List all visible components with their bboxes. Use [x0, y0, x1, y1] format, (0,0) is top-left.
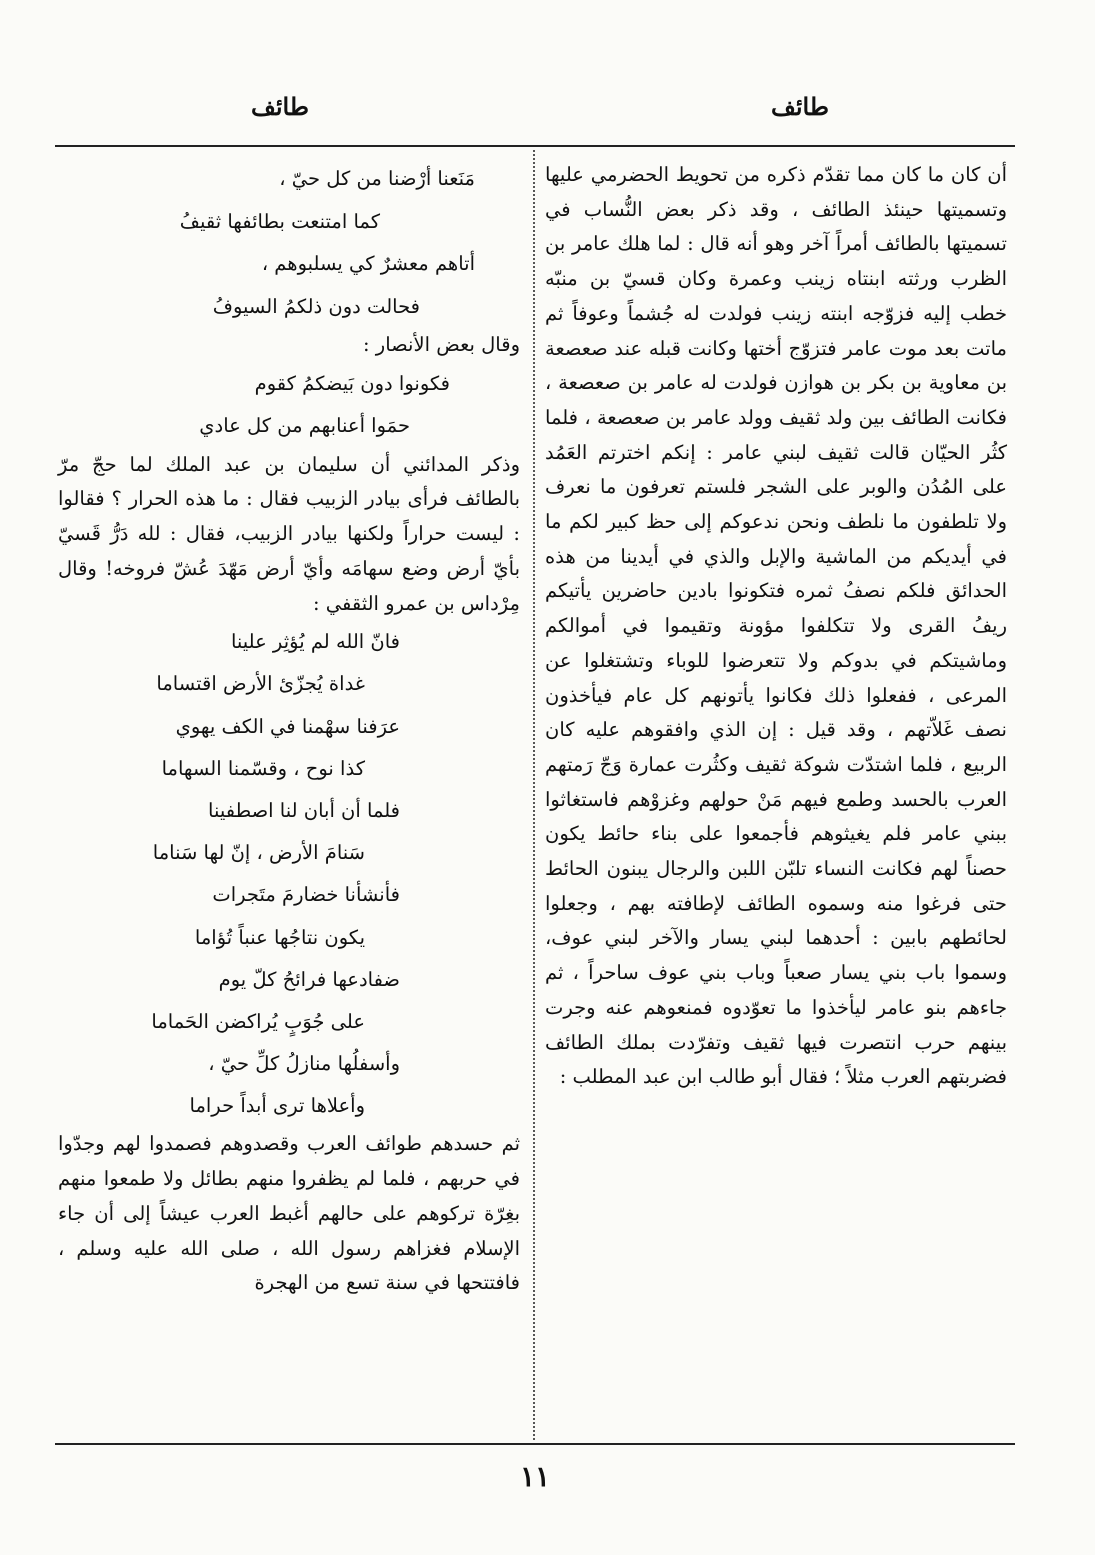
- intro-line: وقال بعض الأنصار :: [363, 333, 520, 356]
- verse-line: كذا نوح ، وقسّمنا السهاما: [161, 756, 365, 780]
- verse-line: أتاهم معشرٌ كي يسلبوهم ،: [261, 252, 475, 275]
- verse-line: وأعلاها ترى أبداً حراما: [189, 1094, 365, 1118]
- paragraph-3: ثم حسدهم طوائف العرب وقصدوهم فصمدوا لهم وجدّوا في حربهم ، فلما لم يظفروا منهم بطائل ولا طمعوا منهم بغِرّة تركوهم على حالهم أغبط العرب عيشاً إلى أن جاء الإسلام فغزاهم رسول الله ، صلى الله عليه وسلم ، فافتتحها في سنة تسع من الهجرة: [58, 1132, 520, 1295]
- verse-line: سَنامَ الأرض ، إنّ لها سَناما: [152, 841, 365, 865]
- left-column: [58, 158, 520, 1301]
- verse-line: على جُوَبٍ يُراكضن الحَماما: [151, 1009, 365, 1033]
- page-number: ١١: [519, 1460, 551, 1493]
- top-rule: [55, 145, 1015, 147]
- verse-line: ضفادعها فرائحُ كلّ يوم: [218, 967, 400, 991]
- verse-line: غداة يُجزّئ الأرض اقتساما: [156, 672, 365, 696]
- verse-1: [58, 158, 520, 328]
- verse-line: فانّ الله لم يُؤثِر علينا: [230, 630, 400, 654]
- verse-line: مَنَعنا أرْضنا من كل حيّ ،: [279, 167, 475, 190]
- verse-line: فلما أن أبان لنا اصطفينا: [208, 798, 400, 822]
- right-column: [545, 158, 1007, 1095]
- verse-line: فكونوا دون بَيضكمُ كقوم: [254, 371, 450, 395]
- verse-line: يكون نتاجُها عنباً تُؤاما: [194, 925, 365, 949]
- right-paragraph: أن كان ما كان مما تقدّم ذكره من تحويط الحضرمي عليها وتسميتها حينئذ الطائف ، وقد ذكر بعض النُّساب في تسميتها بالطائف أمراً آخر وهو أنه قال : لما هلك عامر بن الظرب ورثته ابنتاه زينب وعمرة وكان قسيّ بن منبّه خطب إليه فزوّجه ابنته زينب فولدت له جُشماً وعوفاً ثم ماتت بعد موت عامر فتزوّج أختها وكانت قبله عند صعصعة بن معاوية بن بكر بن هوازن فولدت له عامر بن صعصعة ، فكانت الطائف بين ولد ثقيف وولد عامر بن صعصعة ، فلما كثُر الحيّان قالت ثقيف لبني عامر : إنكم اخترتم العَمُد على المُدُن والوبر على الشجر فلستم تعرفون ما نعرف ولا تلطفون ما نلطف ونحن ندعوكم إلى حظ كبير لكم ما في أيديكم من الماشية والإبل والذي في أيدينا من هذه الحدائق فلكم نصفُ ثمره فتكونوا بادين حاضرين يأتيكم ريفُ القرى ولا تتكلفوا مؤونة وتقيموا في أموالكم وماشيتكم في بدوكم ولا تتعرضوا للوباء وتشتغلوا عن المرعى ، ففعلوا ذلك فكانوا يأتونهم كل عام فيأخذون نصف غَلاّتهم ، وقد قيل : إن الذي وافقوهم عليه كان الربيع ، فلما اشتدّت شوكة ثقيف وكثُرت عمارة وَجّ رَمتهم العرب بالحسد وطمع فيهم مَنْ حولهم وغزوْهم فاستغاثوا ببني عامر فلم يغيثوهم فأجمعوا على بناء حائط يكون حصناً لهم فكانت النساء تلبّن اللبن والرجال يبنون الحائط حتى فرغوا منه وسموه الطائف لإطافته بهم ، وجعلوا لحائطهم بابين : أحدهما لبني يسار والآخر لبني عوف، وسموا باب بني يسار صعباً وباب بني عوف ساحراً ، ثم جاءهم بنو عامر ليأخذوا ما تعوّدوه فمنعوهم عنه وجرت بينهم حرب انتصرت فيها ثقيف وتفرّدت بملك الطائف فضربتهم العرب مثلاً ؛ فقال أبو طالب ابن عبد المطلب :: [545, 163, 1007, 1089]
- verse-line: فأنشأنا خضارمَ متَجرات: [212, 883, 400, 907]
- verse-line: وأسفلُها منازلُ كلِّ حيّ ،: [208, 1052, 400, 1076]
- verse-line: حمَوا أعنابهم من كل عادي: [199, 414, 410, 438]
- verse-2: [58, 363, 520, 448]
- verse-line: كما امتنعت بطائفها ثقيفُ: [179, 209, 380, 233]
- header-left-title: طائف: [251, 92, 309, 121]
- header-right-title: طائف: [771, 92, 829, 121]
- verse-3: [58, 621, 520, 1127]
- column-divider: [533, 150, 535, 1440]
- bottom-rule: [55, 1443, 1015, 1445]
- verse-line: عرَفنا سهْمنا في الكف يهوي: [175, 714, 400, 738]
- verse-line: فحالت دون ذلكمُ السيوفُ: [212, 294, 420, 318]
- paragraph-2: وذكر المدائني أن سليمان بن عبد الملك لما حجّ مرّ بالطائف فرأى بيادر الزبيب فقال : ما هذه الحرار ؟ فقالوا : ليست حراراً ولكنها بيادر الزبيب، فقال : لله دَرُّ قَسيّ بأيّ أرض وضع سهامَه وأيّ أرض مَهّدَ عُشّ فروخه! وقال مِرْداس بن عمرو الثقفي :: [58, 452, 520, 615]
